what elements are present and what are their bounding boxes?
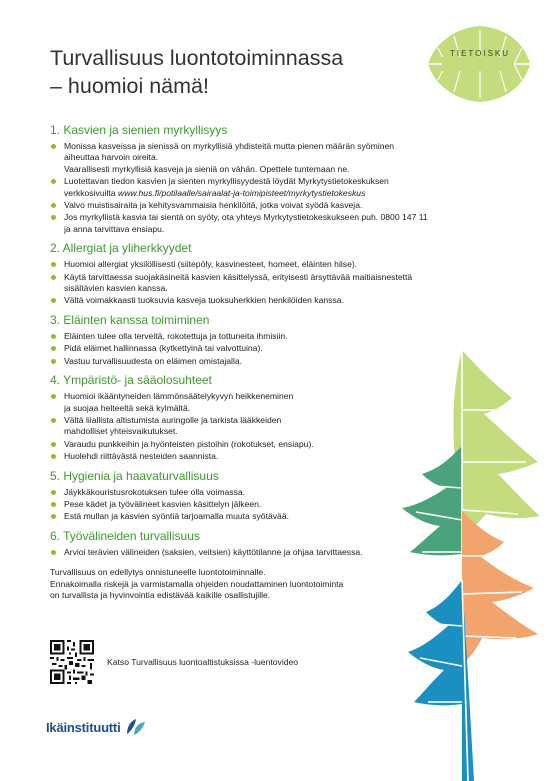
list-item: Huomioi allergiat yksilöllisesti (siitepöly, kasvinesteet, homeet, eläinten hilse). (50, 259, 470, 270)
leaf-decoration-icon (400, 350, 552, 781)
qr-code-icon[interactable] (50, 640, 94, 684)
list-item: Huomioi ikääntyneiden lämmönsäätelykyvyn heikkeneminen ja suojaa helteeltä sekä kylmältä. (50, 391, 470, 414)
list-item: Vältä voimakkaasti tuoksuvia kasveja tuoksuherkkien henkilöiden kanssa. (50, 295, 470, 306)
list-item: Jäykkäkouristusrokotuksen tulee olla voimassa. (50, 487, 470, 498)
list-item: Varaudu punkkeihin ja hyönteisten pistoihin (rokotukset, ensiapu). (50, 439, 470, 450)
list-item: Vältä liiallista altistumista auringolle ja tarkista lääkkeiden mahdolliset yhteisvaikutukset. (50, 415, 470, 438)
list-item: Valvo muistisairaita ja kehitysvammaisia henkilöitä, jotka voivat syödä kasveja. (50, 200, 470, 211)
list-item: Luotettavan tiedon kasvien ja sienten myrkyllisyydestä löydät Myrkytystietokeskuksen verkkosivuilta www.hus.fi/potilaalle/sairaalat-ja-toimipisteet/myrkytystietokeskus (50, 176, 470, 199)
section-title: 6. Työvälineiden turvallisuus (50, 528, 200, 543)
leaf-badge-icon (424, 24, 532, 104)
page-title (50, 44, 343, 100)
list-item: Huolehdi riittävästä nesteiden saannista. (50, 451, 470, 462)
list-item: Pese kädet ja työvälineet kasvien käsittelyn jälkeen. (50, 499, 470, 510)
poison-center-link[interactable]: www.hus.fi/potilaalle/sairaalat-ja-toimipisteet/myrkytystietokeskus (117, 187, 366, 198)
leaf-logo-icon (125, 718, 147, 736)
list-item: Estä mullan ja kasvien syöntiä tarjoamalla muuta syötävää. (50, 511, 470, 522)
closing-paragraph: Turvallisuus on edellytys onnistuneelle luontotoiminnalle. Ennakoimalla riskejä ja varmistamalla ohjeiden noudattaminen luontotoiminta on turvallista ja hyvinvointia edistävää kaikille osallistujille. (50, 567, 344, 600)
title-line: Turvallisuus luontotoiminnassa (50, 46, 344, 70)
section-title: 4. Ympäristö- ja sääolosuhteet (50, 373, 212, 388)
list-item: Arvioi terävien välineiden (saksien, veitsien) käyttötilanne ja ohjaa tarvittaessa. (50, 547, 470, 558)
organization-logo (46, 716, 147, 738)
badge-label: TIETOISKU (449, 49, 511, 58)
list-item: Eläinten tulee olla terveitä, rokotettuja ja tottuneita ihmisiin. (50, 331, 470, 342)
logo-text: Ikäinstituutti (46, 719, 121, 735)
list-item: Pidä eläimet hallinnassa (kytkettyinä tai valvottuina). (50, 343, 470, 354)
list-item: Vastuu turvallisuudesta on eläimen omistajalla. (50, 356, 470, 367)
section-title: 5. Hygienia ja haavaturvallisuus (50, 468, 219, 483)
section-allergies (50, 240, 470, 307)
section-title: 2. Allergiat ja yliherkkyydet (50, 241, 192, 256)
section-plants (50, 122, 470, 235)
list-item: Käytä tarvittaessa suojakäsineitä kasvien käsittelyssä, erityisesti ärsyttävää maitiaisnestettä sisältävien kasvien kanssa. (50, 272, 470, 295)
list-item: Jos myrkyllistä kasvia tai sientä on syöty, ota yhteys Myrkytystietokeskukseen puh. 0800 147 11 ja anna tarvittava ensiapu. (50, 212, 470, 235)
title-line: – huomioi nämä! (50, 74, 209, 98)
video-caption: Katso Turvallisuus luontoaltistuksissa -luentovideo (107, 657, 299, 667)
list-item: Monissa kasveissa ja sienissä on myrkyllisiä yhdisteitä mutta pienen määrän syöminen aiheuttaa harvoin oireita. Vaarallisesti myrkyllisiä kasveja ja sieniä on vähän. Opettele tuntemaan ne. (50, 141, 470, 175)
section-title: 1. Kasvien ja sienien myrkyllisyys (50, 123, 228, 137)
section-title: 3. Eläinten kanssa toimiminen (50, 312, 210, 327)
